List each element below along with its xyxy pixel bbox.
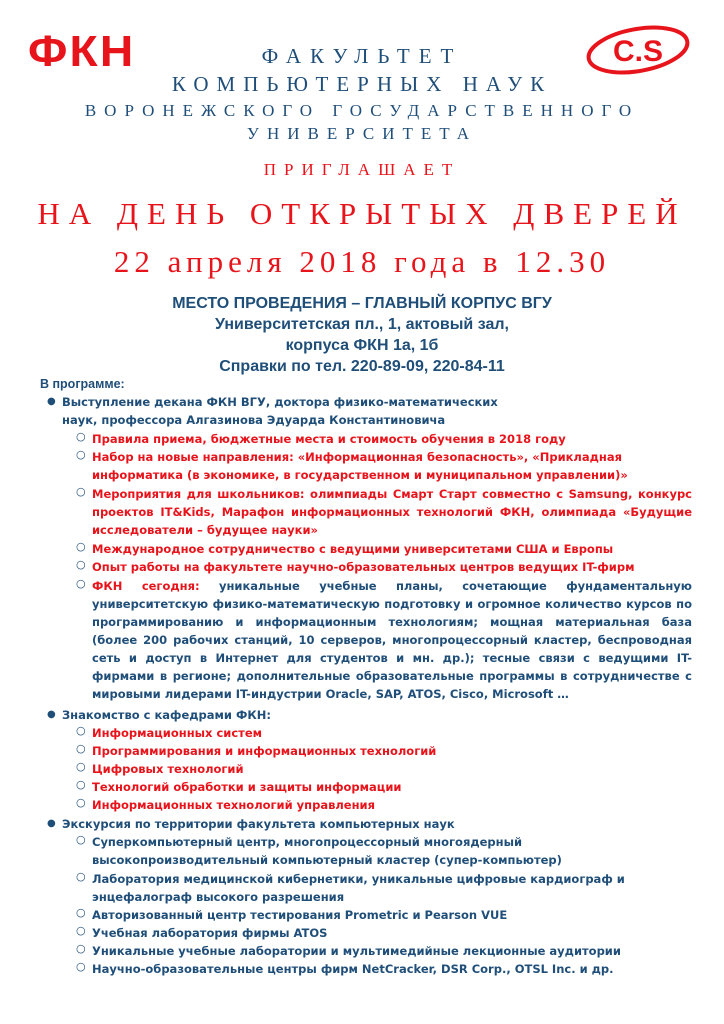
- list-item: Опыт работы на факультете научно-образовательных центров ведущих IT-фирм: [92, 560, 635, 574]
- list-item: Уникальные учебные лаборатории и мультимедийные лекционные аудитории: [92, 944, 621, 958]
- fkn-today-text: уникальные учебные планы, сочетающие фундаментальную университетскую физико-математическую подготовку и огромное количество курсов по программированию и информационным технологиям; мощная материальная база (более 200 рабочих станций, 10 серверов, многопроцессорный кластер, беспроводная сеть и доступ в Интернет для студентов и мн. др.); тесные связи с ведущими IT-фирмами в регионе; дополнительные образовательные программы в сотрудничестве с мировыми лидерами IT-индустрии Oracle, SAP, ATOS, Cisco, Microsoft …: [92, 579, 692, 701]
- fkn-today-label: ФКН сегодня:: [92, 579, 200, 593]
- list-item: Международное сотрудничество с ведущими университетами США и Европы: [92, 542, 614, 556]
- list-item: Авторизованный центр тестирования Prometric и Pearson VUE: [92, 908, 508, 922]
- fkn-today-item: [92, 577, 692, 703]
- list-item: Информационных систем: [92, 726, 263, 740]
- list-item: Цифровых технологий: [92, 762, 244, 776]
- circle-bullet-icon: ○: [76, 430, 86, 443]
- circle-bullet-icon: ○: [76, 870, 86, 883]
- circle-bullet-icon: ○: [76, 742, 86, 755]
- university-line1: ВОРОНЕЖСКОГО ГОСУДАРСТВЕННОГО: [84, 101, 640, 120]
- section2-text: Знакомство с кафедрами ФКН:: [62, 708, 272, 722]
- venue-title: МЕСТО ПРОВЕДЕНИЯ – ГЛАВНЫЙ КОРПУС ВГУ: [172, 295, 552, 312]
- invites-label: ПРИГЛАШАЕТ: [263, 160, 461, 179]
- list-item: Технологий обработки и защиты информации: [92, 780, 402, 794]
- bullet-icon: ●: [47, 818, 56, 829]
- list-item: Научно-образовательные центры фирм NetCracker, DSR Corp., OTSL Inc. и др.: [92, 962, 614, 976]
- cs-logo-text: C.S: [612, 35, 664, 68]
- university-line2: УНИВЕРСИТЕТА: [246, 124, 478, 143]
- list-item: Программирования и информационных технологий: [92, 744, 437, 758]
- circle-bullet-icon: ○: [76, 778, 86, 791]
- fkn-logo: ФКН: [28, 27, 136, 76]
- list-item: Информационных технологий управления: [92, 798, 375, 812]
- list-item: Набор на новые направления: «Информационная безопасность», «Прикладная информатика (в экономике, в государственном и муниципальном управлении)»: [92, 450, 628, 482]
- circle-bullet-icon: ○: [76, 960, 86, 973]
- circle-bullet-icon: ○: [76, 448, 86, 461]
- circle-bullet-icon: ○: [76, 577, 86, 590]
- list-item: Суперкомпьютерный центр, многопроцессорный многоядерный высокопроизводительный компьютерный кластер (супер-компьютер): [92, 835, 562, 867]
- event-date: 22 апреля 2018 года в 12.30: [113, 244, 611, 279]
- circle-bullet-icon: ○: [76, 833, 86, 846]
- venue-phone: Справки по тел. 220-89-09, 220-84-11: [219, 358, 505, 375]
- faculty-name: КОМПЬЮТЕРНЫХ НАУК: [171, 72, 553, 96]
- circle-bullet-icon: ○: [76, 906, 86, 919]
- circle-bullet-icon: ○: [76, 924, 86, 937]
- list-item: Учебная лаборатория фирмы ATOS: [92, 926, 328, 940]
- bullet-icon: ●: [47, 396, 56, 407]
- faculty-title: ФАКУЛЬТЕТ: [261, 44, 463, 68]
- circle-bullet-icon: ○: [76, 485, 86, 498]
- section1-text: Выступление декана ФКН ВГУ, доктора физико-математических наук, профессора Алгазинова Эдуарда Константиновича: [62, 395, 498, 427]
- event-title: НА ДЕНЬ ОТКРЫТЫХ ДВЕРЕЙ: [37, 196, 687, 231]
- bullet-icon: ●: [47, 709, 56, 720]
- circle-bullet-icon: ○: [76, 540, 86, 553]
- program-heading: В программе:: [40, 377, 125, 391]
- list-item: Правила приема, бюджетные места и стоимость обучения в 2018 году: [92, 432, 566, 446]
- circle-bullet-icon: ○: [76, 558, 86, 571]
- circle-bullet-icon: ○: [76, 942, 86, 955]
- list-item: Лаборатория медицинской кибернетики, уникальные цифровые кардиограф и энцефалограф высокого разрешения: [92, 872, 625, 904]
- circle-bullet-icon: ○: [76, 760, 86, 773]
- section3-text: Экскурсия по территории факультета компьютерных наук: [62, 817, 455, 831]
- venue-building: корпуса ФКН 1а, 1б: [285, 337, 439, 354]
- circle-bullet-icon: ○: [76, 724, 86, 737]
- circle-bullet-icon: ○: [76, 796, 86, 809]
- venue-address: Университетская пл., 1, актовый зал,: [215, 316, 509, 333]
- list-item: Мероприятия для школьников: олимпиады Смарт Старт совместно с Samsung, конкурс проектов IT&Kids, Марафон информационных технологий ФКН, олимпиада «Будущие исследователи – будущее науки»: [92, 487, 692, 537]
